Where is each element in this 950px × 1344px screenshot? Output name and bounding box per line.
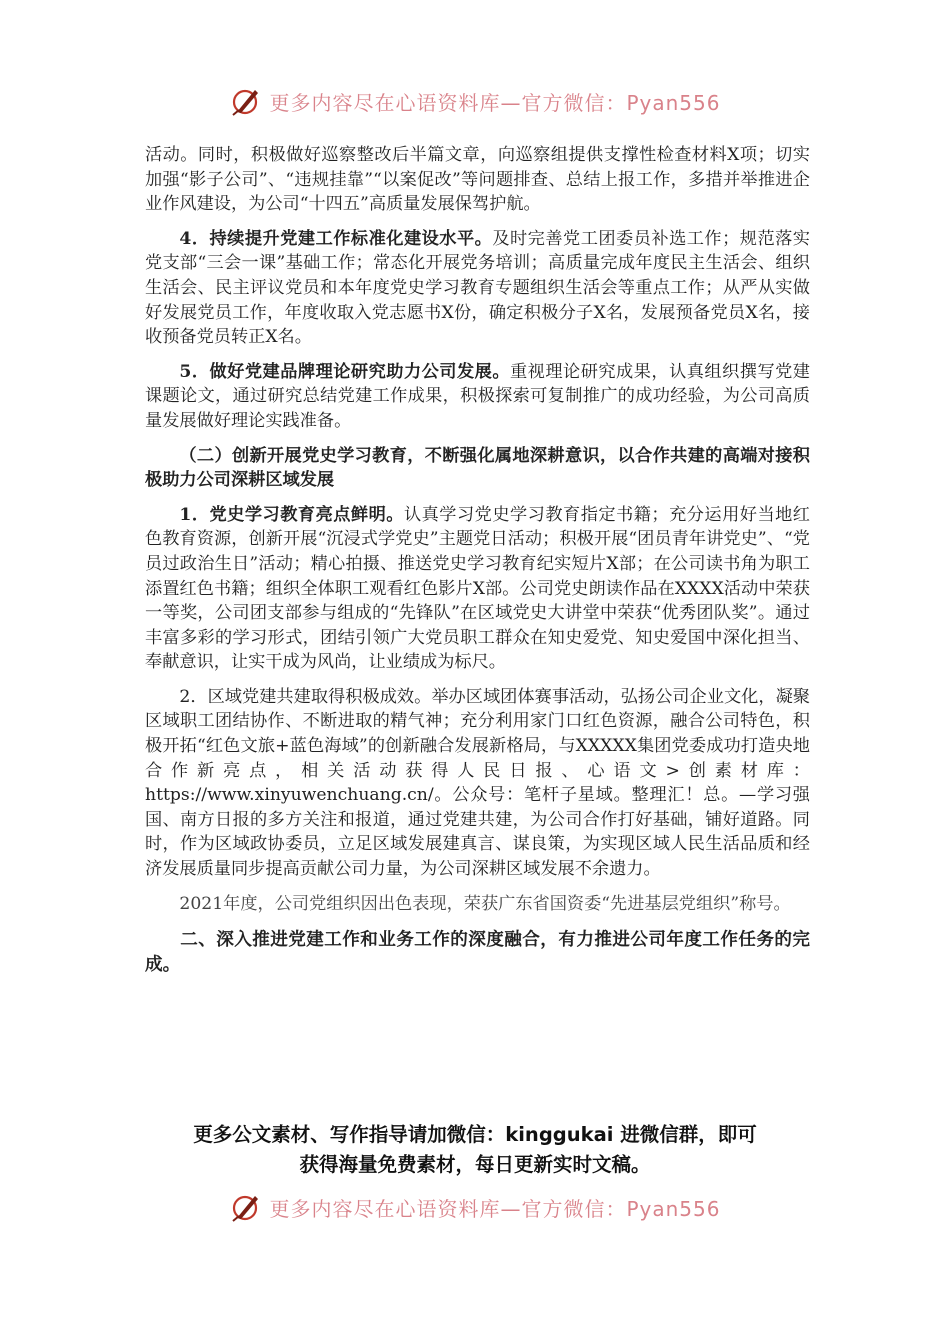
item-5-text: 重视理论研究成果，认真组织撰写党建课题论文，通过研究总结党建工作成果，积极探索可复制推广的成功经验，为公司高质量发展做好理论实践准备。 (145, 361, 810, 431)
promo-line-2: 获得海量免费素材，每日更新实时文稿。 (299, 1153, 651, 1176)
item-4-text: 及时完善党工团委员补选工作；规范落实党支部“三会一课”基础工作；常态化开展党务培训；高质量完成年度民主生活会、组织生活会、民主评议党员和本年度党史学习教育专题组织生活会等重点工作；从严从实做好发展党员工作，年度收取入党志愿书X份，确定积极分子X名，发展预备党员X名，接收预备党员转正X名。 (145, 228, 810, 348)
quill-pen-logo-icon (229, 84, 263, 118)
quill-pen-logo-icon (229, 1190, 263, 1224)
header-banner-text: 更多内容尽在心语资料库—官方微信：Pyan556 (269, 90, 721, 115)
sub-item-2: 2．区域党建共建取得积极成效。举办区域团体赛事活动，弘扬公司企业文化，凝聚区域职工团结协作、不断进取的精气神；充分利用家门口红色资源，融合公司特色，积极开拓“红色文旅+蓝色海域”的创新融合发展新格局，与XXXXX集团党委成功打造央地合作新亮点，相关活动获得人民日报、心语文>创素材库：https://www.xinyuwenchuang.cn/。公众号：笔杆子星域。整理汇！总。—学习强国、南方日报的多方关注和报道，通过党建共建，为公司合作打好基础，铺好道路。同时，作为区域政协委员，立足区域发展建真言、谋良策，为实现区域人民生活品质和经济发展质量同步提高贡献公司力量，为公司深耕区域发展不余遗力。 (145, 686, 810, 880)
footer-banner (0, 1190, 950, 1224)
sub-item-1 (145, 503, 810, 675)
document-body (145, 143, 810, 987)
section-2-heading: （二）创新开展党史学习教育，不断强化属地深耕意识，以合作共建的高端对接积极助力公司深耕区域发展 (145, 445, 810, 491)
item-5-title: 5．做好党建品牌理论研究助力公司发展。 (179, 361, 510, 382)
item-5 (145, 360, 810, 434)
part-2-heading: 二、深入推进党建工作和业务工作的深度融合，有力推进公司年度工作任务的完成。 (145, 929, 810, 975)
paragraph-continuation: 活动。同时，积极做好巡察整改后半篇文章，向巡察组提供支撑性检查材料X项；切实加强“影子公司”、“违规挂靠”“以案促改”等问题排查、总结上报工作，多措并举推进企业作风建设，为公司“十四五”高质量发展保驾护航。 (145, 145, 810, 215)
year-summary: 2021年度，公司党组织因出色表现，荣获广东省国资委“先进基层党组织”称号。 (179, 893, 791, 914)
item-4-title: 4．持续提升党建工作标准化建设水平。 (179, 228, 493, 249)
footer-banner-text: 更多内容尽在心语资料库—官方微信：Pyan556 (269, 1196, 721, 1221)
item-4 (145, 227, 810, 350)
promo-line-1: 更多公文素材、写作指导请加微信：kinggukai 进微信群，即可 (193, 1123, 757, 1146)
sub-item-1-title: 1．党史学习教育亮点鲜明。 (179, 504, 404, 525)
promo-block (130, 1120, 820, 1180)
sub-item-1-text: 认真学习党史学习教育指定书籍；充分运用好当地红色教育资源，创新开展“沉浸式学党史”主题党日活动；积极开展“团员青年讲党史”、“党员过政治生日”活动；精心拍摄、推送党史学习教育纪实短片X部；在公司读书角为职工添置红色书籍；组织全体职工观看红色影片X部。公司党史朗读作品在XXXX活动中荣获一等奖，公司团支部参与组成的“先锋队”在区域党史大讲堂中荣获“优秀团队奖”。通过丰富多彩的学习形式，团结引领广大党员职工群众在知史爱党、知史爱国中深化担当、奉献意识，让实干成为风尚，让业绩成为标尺。 (145, 504, 810, 673)
header-banner (0, 84, 950, 118)
